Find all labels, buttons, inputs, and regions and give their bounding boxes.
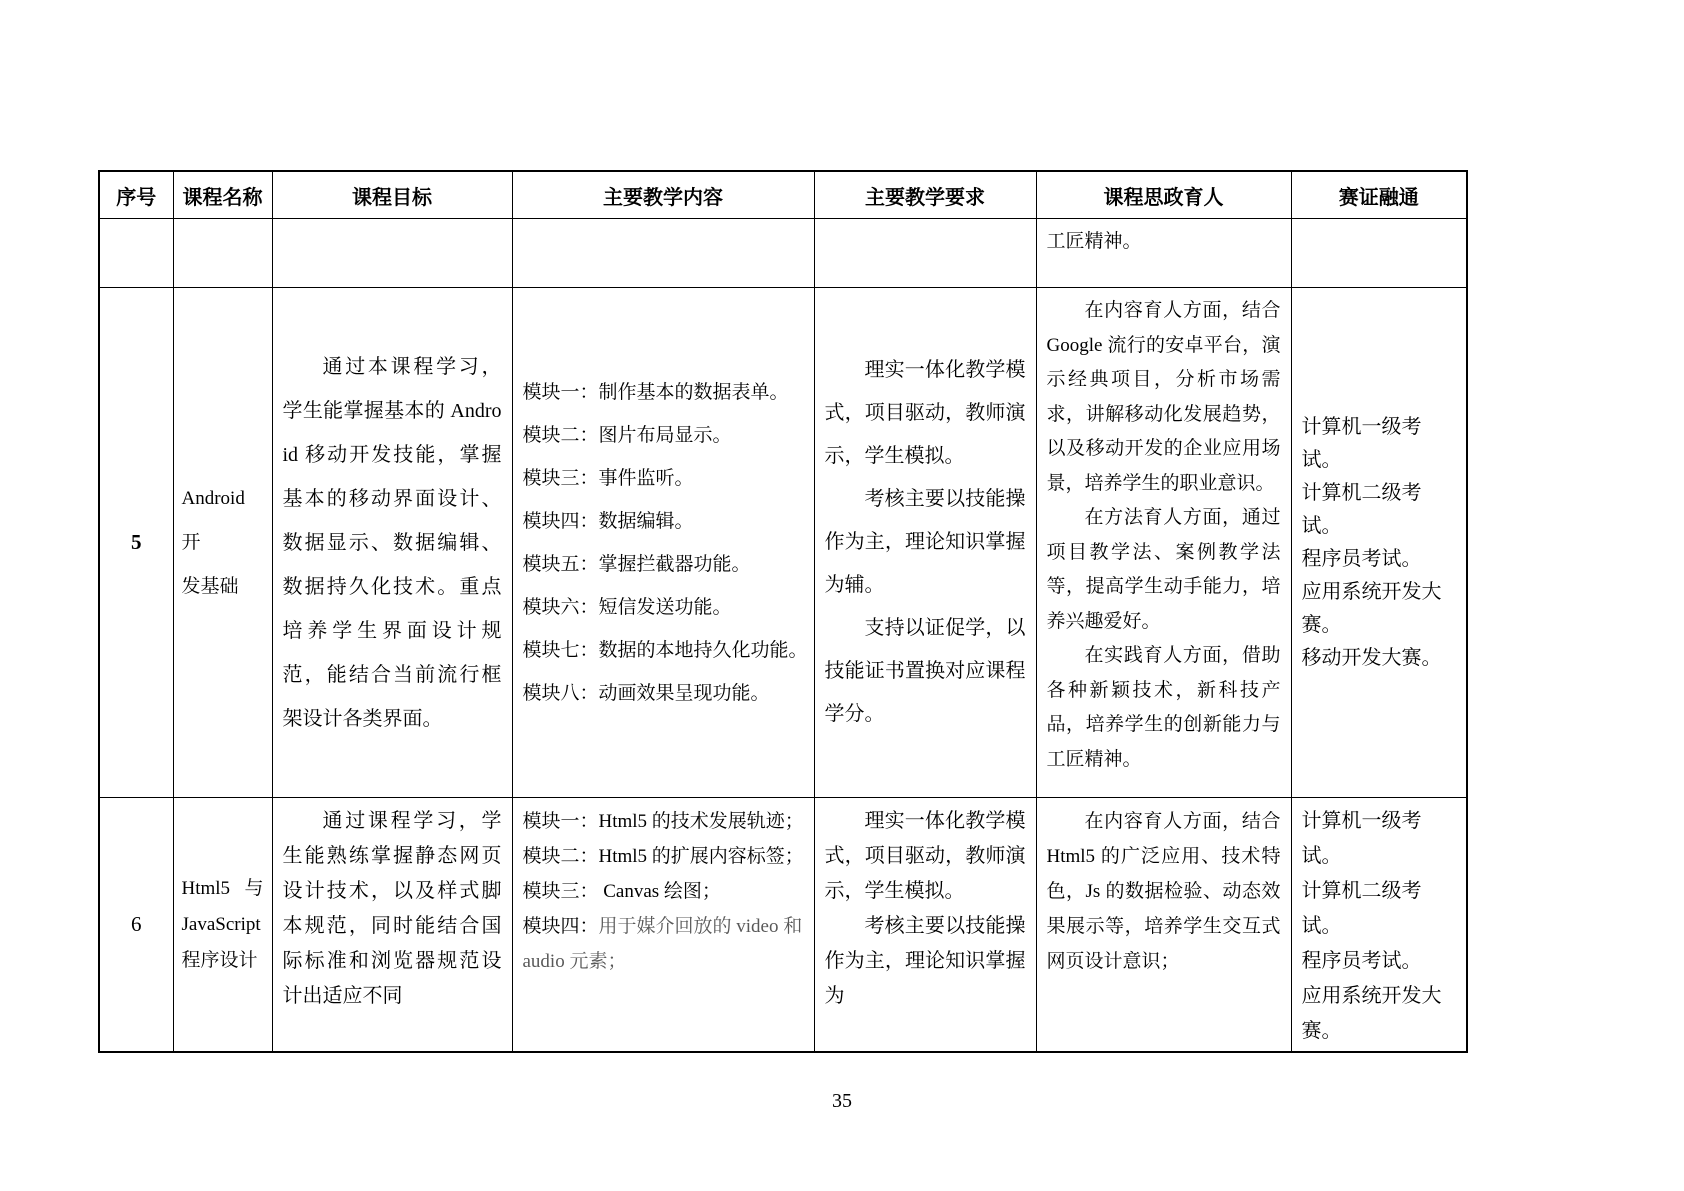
cell-certs	[1291, 288, 1467, 798]
cell-requirements	[814, 798, 1036, 1053]
objective-paragraph: 通过本课程学习，学生能掌握基本的 Android 移动开发技能，掌握基本的移动界面设计、数据显示、数据编辑、数据持久化技术。重点培养学生界面设计规范，能结合当前流行框架设计各类界面。	[282, 355, 502, 730]
cert-item: 计算机二级考试。	[1301, 481, 1422, 537]
cell-seq: 5	[99, 288, 173, 798]
module-detail-muted: 用于媒介回放的 video 和 audio 元素；	[522, 916, 803, 972]
col-header-certs: 赛证融通	[1291, 171, 1467, 219]
cell-objective-empty	[272, 219, 512, 288]
cert-item: 计算机一级考试。	[1301, 810, 1422, 867]
col-header-seq: 序号	[99, 171, 173, 219]
cell-content	[512, 288, 814, 798]
table-row-course-5	[99, 288, 1467, 798]
module-label: 模块四：	[522, 916, 599, 937]
course-name-line: Html5 与	[181, 877, 264, 899]
cert-item: 计算机二级考试。	[1301, 880, 1422, 937]
table-row-course-6	[99, 798, 1467, 1053]
course-plan-table	[98, 170, 1468, 1053]
module-item: 模块一：制作基本的数据表单。	[522, 381, 789, 403]
cell-seq-empty	[99, 219, 173, 288]
ideology-paragraph: 在内容育人方面，结合 Google 流行的安卓平台，演示经典项目，分析市场需求，讲解移动化发展趋势，以及移动开发的企业应用场景，培养学生的职业意识。	[1046, 300, 1281, 494]
module-item: 模块五：掌握拦截器功能。	[522, 553, 751, 575]
module-item: 模块八：动画效果呈现功能。	[522, 682, 770, 704]
cell-certs-empty	[1291, 219, 1467, 288]
ideology-tail-text: 工匠精神。	[1046, 231, 1142, 252]
cell-course-name	[173, 288, 272, 798]
table-header-row	[99, 171, 1467, 219]
cell-requirements	[814, 288, 1036, 798]
cell-certs	[1291, 798, 1467, 1053]
cert-item: 移动开发大赛。	[1301, 646, 1442, 669]
cert-item: 应用系统开发大赛。	[1301, 985, 1442, 1042]
cell-objective	[272, 798, 512, 1053]
cert-item: 程序员考试。	[1301, 950, 1422, 972]
cell-objective	[272, 288, 512, 798]
module-item: 模块三：事件监听。	[522, 467, 694, 489]
requirement-paragraph: 理实一体化教学模式，项目驱动，教师演示，学生模拟。	[824, 359, 1026, 467]
module-item	[523, 909, 804, 979]
course-name-line: Android 开	[181, 487, 245, 553]
requirement-paragraph: 理实一体化教学模式，项目驱动，教师演示，学生模拟。	[824, 810, 1026, 902]
cell-content-empty	[512, 219, 814, 288]
cell-course-name	[173, 798, 272, 1053]
cell-requirements-empty	[814, 219, 1036, 288]
course-name-line: 程序设计	[181, 949, 258, 971]
cert-item: 程序员考试。	[1301, 547, 1422, 570]
ideology-paragraph: 在内容育人方面，结合 Html5 的广泛应用、技术特色，Js 的数据检验、动态效果展示等，培养学生交互式网页设计意识；	[1046, 811, 1281, 972]
cell-seq: 6	[99, 798, 173, 1053]
module-item: 模块一：Html5 的技术发展轨迹；	[522, 811, 804, 832]
cert-item: 计算机一级考试。	[1301, 415, 1422, 471]
cell-course-name-empty	[173, 219, 272, 288]
ideology-paragraph: 在方法育人方面，通过项目教学法、案例教学法等，提高学生动手能力，培养兴趣爱好。	[1046, 507, 1281, 632]
page-number: 35	[832, 1090, 852, 1112]
col-header-course-name: 课程名称	[173, 171, 272, 219]
objective-paragraph: 通过课程学习，学生能熟练掌握静态网页设计技术，以及样式脚本规范，同时能结合国际标准和浏览器规范设计出适应不同	[282, 810, 502, 1007]
module-item: 模块七：数据的本地持久化功能。	[522, 639, 808, 661]
col-header-requirements: 主要教学要求	[814, 171, 1036, 219]
cell-content	[512, 798, 814, 1053]
module-item: 模块二：图片布局显示。	[522, 424, 732, 446]
col-header-content: 主要教学内容	[512, 171, 814, 219]
cert-item: 应用系统开发大赛。	[1301, 580, 1442, 636]
ideology-paragraph: 在实践育人方面，借助各种新颖技术，新科技产品，培养学生的创新能力与工匠精神。	[1046, 645, 1281, 770]
carryover-row	[99, 219, 1467, 288]
requirement-paragraph: 考核主要以技能操作为主，理论知识掌握为	[824, 915, 1026, 1007]
course-name-line: 发基础	[181, 575, 239, 597]
requirement-paragraph: 考核主要以技能操作为主，理论知识掌握为辅。	[824, 488, 1026, 596]
module-item: 模块四：数据编辑。	[522, 510, 694, 532]
col-header-objective: 课程目标	[272, 171, 512, 219]
cell-ideology	[1036, 798, 1291, 1053]
cell-ideology	[1036, 288, 1291, 798]
module-item: 模块二：Html5 的扩展内容标签；	[522, 846, 804, 867]
module-item: 模块六：短信发送功能。	[522, 596, 732, 618]
module-item: 模块三： Canvas 绘图；	[522, 881, 721, 902]
cell-ideology-tail	[1036, 219, 1291, 288]
requirement-paragraph: 支持以证促学，以技能证书置换对应课程学分。	[824, 617, 1026, 725]
course-name-line: JavaScript	[181, 913, 261, 935]
col-header-ideology: 课程思政育人	[1036, 171, 1291, 219]
